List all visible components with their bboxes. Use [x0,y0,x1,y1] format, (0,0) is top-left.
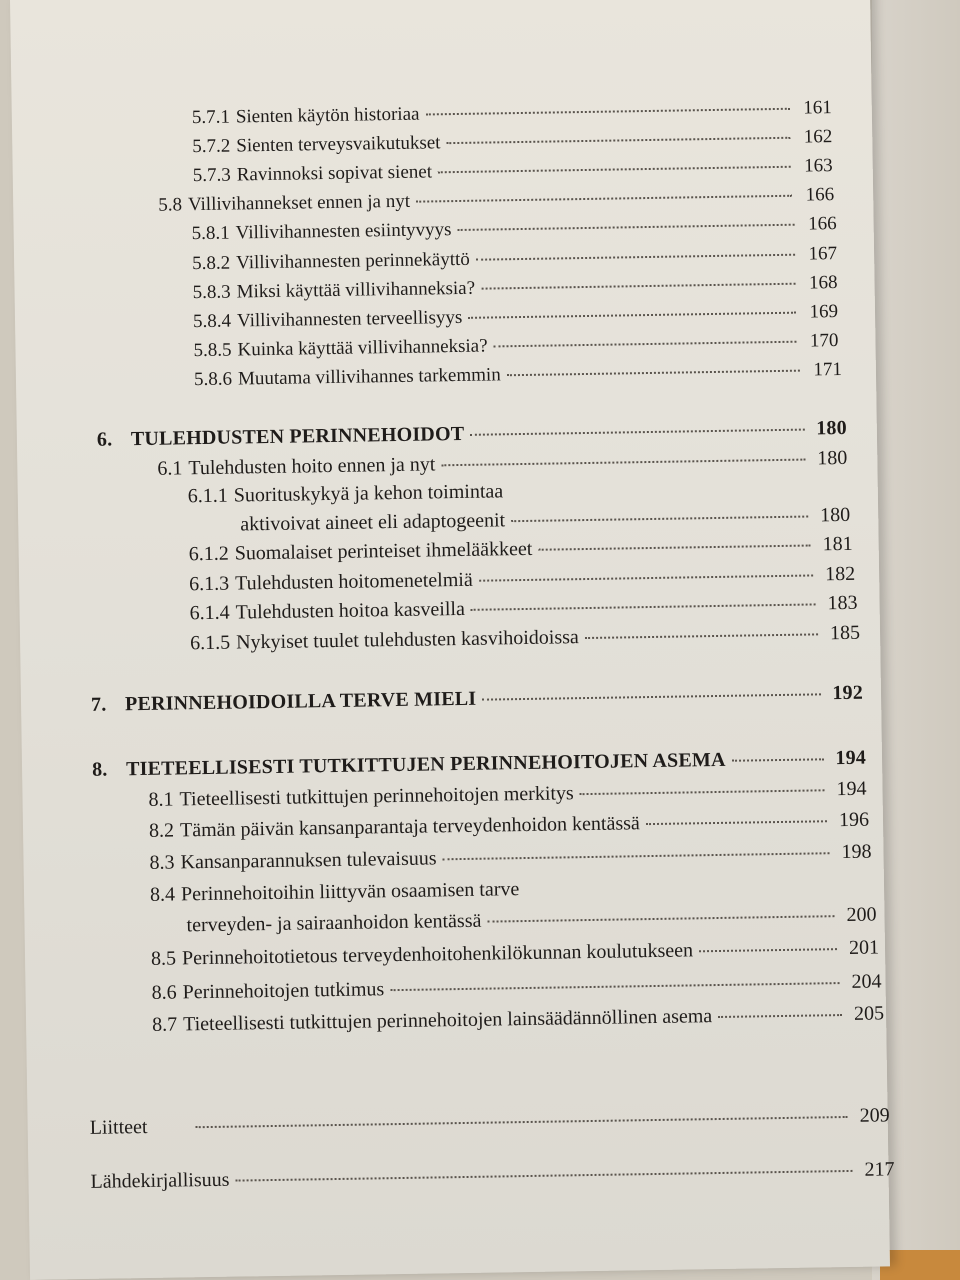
dot-leader [235,1169,852,1182]
toc-chapter [97,417,847,452]
dot-leader [580,788,825,795]
toc-entry-number: 8.5 [150,947,177,970]
toc-entry-number: 8.4 [149,883,176,906]
toc-entry-page: 185 [829,621,861,645]
toc-entry-page: 198 [841,840,872,864]
toc-entry-page: 201 [848,936,880,959]
dot-leader [482,692,821,700]
toc-entry-number: 8.6 [151,981,177,1004]
toc-entry-number: 8. [91,758,108,781]
toc-entry-number: 5.7.3 [192,164,231,187]
toc-entry [189,533,853,566]
dot-leader [457,223,794,231]
toc-entry-page: 171 [813,358,843,381]
toc-entry [192,126,832,158]
toc-entry-number: 5.8.1 [191,222,230,245]
toc-entry-page: 183 [827,591,858,615]
dot-leader [390,981,839,991]
toc-entry-page: 205 [853,1002,885,1025]
toc-entry-title: Suorituskykyä ja kehon toimintaa [233,480,504,507]
toc-entry [149,841,871,875]
dot-leader [446,136,790,144]
toc-entry-title: Tulehdusten hoitoa kasveilla [235,597,466,624]
toc-entry-title: Tulehdusten hoito ennen ja nyt [188,453,436,480]
toc-entry-number: 6.1.3 [189,572,230,596]
dot-leader [718,1013,842,1018]
dot-leader [443,851,830,860]
toc-entry [193,301,838,333]
toc-entry-title: Villivihannesten esiintyvyys [235,219,452,244]
toc-entry-title: Villivihannesten perinnekäyttö [235,248,470,274]
toc-entry-number: 5.7.1 [191,106,231,129]
toc-entry-title: Perinnehoitotietous terveydenhoitohenkilökunnan koulutukseen [181,939,694,970]
toc-entry-number: 5.8.3 [192,281,231,304]
toc-entry-page: 196 [838,808,870,832]
toc-entry [189,592,857,625]
toc-entry-page: 162 [803,126,833,148]
toc-entry-page: 194 [836,777,867,801]
toc-entry-title: Muutama villivihannes tarkemmin [237,364,501,390]
toc-entry-continuation [186,904,876,938]
toc-entry [148,778,866,812]
toc-entry-page: 170 [809,330,839,352]
toc-entry [194,359,842,391]
toc-entry-number: 8.1 [148,788,174,811]
toc-entry [192,243,837,275]
dot-leader [507,369,800,377]
toc-entry-title: Miksi käyttää villivihanneksia? [236,277,476,303]
toc-entry-number: 6.1.5 [189,631,231,655]
toc-entry [151,970,881,1004]
dot-leader [494,340,797,348]
dot-leader [538,543,810,550]
toc-entry-number: 6.1 [157,457,183,480]
toc-entry [189,563,855,596]
toc-entry-title: Kuinka käyttää villivihanneksia? [237,335,488,361]
toc-entry [152,1002,884,1036]
toc-entry-number: 8.3 [149,851,175,874]
toc-entry-page: 180 [817,446,848,470]
toc-entry-title: PERINNEHOIDOILLA TERVE MIELI [124,687,477,716]
toc-entry [193,155,833,187]
toc-entry-page: 200 [846,903,877,926]
toc-entry-number: 6.1.2 [188,542,229,566]
toc-entry-title: Lähdekirjallisuus [90,1168,230,1193]
toc-entry-title: Villivihannesten terveellisyys [236,306,463,332]
dot-leader [511,515,808,523]
toc-entry-number: 6. [96,428,113,451]
toc-entry-title-continuation: terveyden- ja sairaanhoidon kentässä [186,909,482,937]
toc-entry-page: 168 [808,272,838,294]
dot-leader [732,757,824,761]
toc-entry-title: Suomalaiset perinteiset ihmelääkkeet [234,537,533,565]
toc-entry [151,936,879,970]
toc-entry [188,475,848,508]
toc-entry [150,873,872,907]
toc-entry-title: Kansanparannuksen tulevaisuus [180,847,437,874]
dot-leader [476,253,795,261]
toc-entry-page: 181 [822,532,853,556]
toc-entry-page: 161 [803,97,832,119]
toc-entry [192,213,837,245]
toc-entry-title-continuation: aktivoivat aineet eli adaptogeenit [240,509,506,536]
toc-chapter [92,747,866,782]
toc-entry-number: 6.1.4 [189,601,230,625]
toc-entry-number: 5.8 [158,194,183,216]
toc-entry-title: Sienten terveysvaikutukset [236,132,441,157]
toc-entry-page: 166 [805,184,835,206]
dot-leader [487,914,834,922]
toc-entry [193,330,838,362]
toc-entry-page: 209 [859,1104,890,1127]
toc-entry-number: 5.7.2 [192,135,231,158]
toc-entry-page: 169 [809,301,839,323]
toc-entry-page: 217 [864,1158,895,1181]
dot-leader [441,458,805,467]
toc-entry-number: 5.8.2 [191,252,231,275]
dot-leader [481,282,795,290]
toc-entry-number: 6.1.1 [187,484,228,508]
toc-entry [158,184,834,217]
toc-entry-title: Perinnehoitojen tutkimus [182,978,385,1004]
toc-entry-number: 8.7 [151,1013,178,1036]
toc-entry-page: 194 [835,746,867,770]
toc-entry-title: TIETEELLISESTI TUTKITTUJEN PERINNEHOITOJEN ASEMA [125,748,726,781]
dot-leader [646,819,827,825]
toc-entry-title: Perinnehoitoihin liittyvän osaamisen tarve [180,878,520,906]
toc-entry-page: 180 [820,503,851,527]
toc-entry-page: 182 [824,562,856,586]
dot-leader [416,194,792,203]
toc-entry-page: 204 [851,970,882,993]
dot-leader [471,602,816,610]
toc-entry-title: Tieteellisesti tutkittujen perinnehoitojen merkitys [179,782,574,811]
dot-leader [425,107,789,116]
toc-entry-title: Tämän päivän kansanparantaja terveydenhoidon kentässä [179,812,641,842]
book-page [10,0,895,1280]
toc-entry-number: 8.2 [148,819,175,842]
toc-entry-title: Villivihannekset ennen ja nyt [187,190,411,216]
toc-entry-number: 5.8.4 [192,310,232,333]
dot-leader [196,1115,848,1128]
table-surface [880,1250,960,1280]
toc-entry-title: Ravinnoksi sopivat sienet [236,161,433,186]
toc-entry-number: 5.8.6 [193,368,233,391]
toc-entry-title: Sienten käytön historiaa [235,103,420,128]
toc-entry [149,809,869,843]
toc-entry-title: Tieteellisesti tutkittujen perinnehoitojen lainsäädännöllinen asema [182,1005,713,1036]
toc-entry [90,1104,890,1140]
dot-leader [438,165,791,174]
toc-entry-title: Liitteet [89,1115,148,1139]
toc-entry-continuation [240,504,850,537]
dot-leader [699,947,837,952]
dot-leader [470,428,805,436]
toc-entry-page: 163 [804,155,833,177]
toc-entry-number: 7. [90,693,107,716]
dot-leader [468,311,796,319]
toc-entry-title: TULEHDUSTEN PERINNEHOIDOT [130,422,465,451]
toc-entry [190,622,860,656]
toc-entry-page: 192 [832,681,864,705]
toc-entry-title: Nykyiset tuulet tulehdusten kasvihoidoissa [235,626,580,654]
toc-entry [192,97,832,129]
toc-chapter [91,682,863,717]
toc-entry-number: 5.8.5 [193,339,232,362]
toc-entry-page: 167 [808,243,838,265]
dot-leader [585,632,818,639]
toc-entry-title: Tulehdusten hoitomenetelmiä [235,568,473,595]
toc-entry [192,272,837,304]
toc-entry [90,1158,894,1194]
toc-entry-page: 166 [807,213,837,235]
toc-entry-page: 180 [816,416,847,440]
dot-leader [479,573,813,581]
